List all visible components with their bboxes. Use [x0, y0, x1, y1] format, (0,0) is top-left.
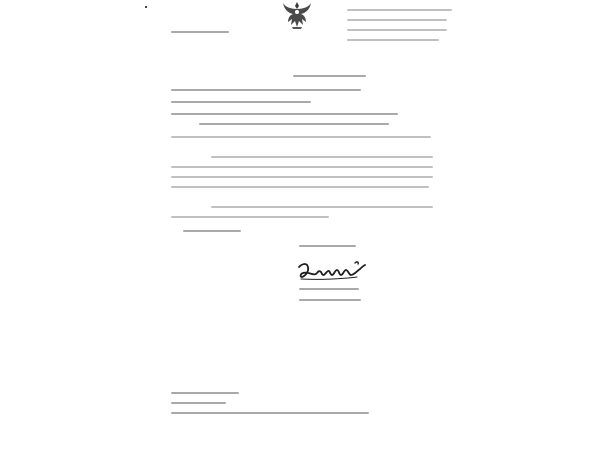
scan-speck: [145, 6, 147, 8]
letter-date-line: [293, 75, 366, 77]
document-number-line: [171, 31, 229, 33]
garuda-emblem-icon: [281, 0, 313, 30]
handwritten-signature: [297, 257, 371, 283]
